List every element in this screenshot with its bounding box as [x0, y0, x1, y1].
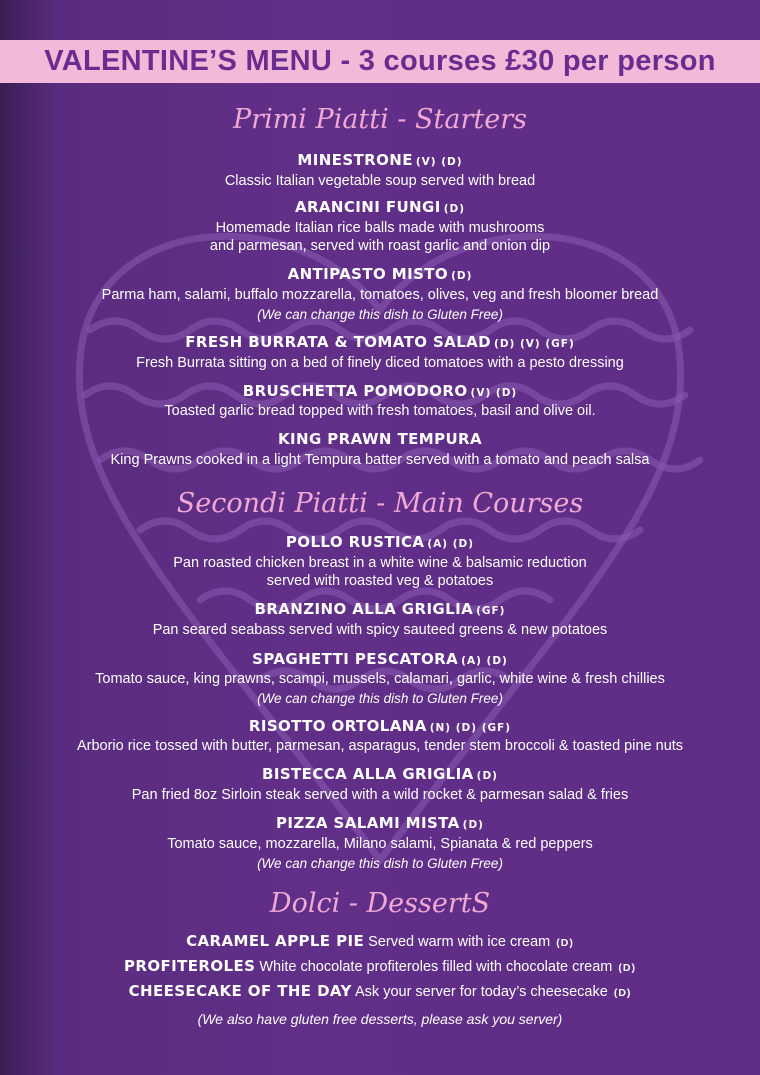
dessert-name: CARAMEL APPLE PIE [186, 932, 365, 950]
dessert-description: White chocolate profiteroles filled with chocolate cream [259, 959, 613, 975]
dessert-item [0, 957, 760, 975]
gluten-free-note: (We can change this dish to Gluten Free) [257, 691, 503, 706]
dietary-tags: (V) (D) [470, 387, 518, 399]
dessert-name: PROFITEROLES [124, 957, 256, 975]
menu-item-description: Pan seared seabass served with spicy sauteed greens & new potatoes [152, 622, 608, 638]
dessert-gluten-free-note: (We also have gluten free desserts, please ask you server) [197, 1011, 563, 1027]
menu-title: VALENTINE’S MENU - 3 courses £30 per person [44, 45, 716, 77]
starters-heading: Primi Piatti - Starters [233, 104, 527, 135]
dietary-tags: (A) (D) [427, 538, 475, 550]
item-name-text: PIZZA SALAMI MISTA [276, 814, 460, 832]
menu-item-name [0, 151, 760, 169]
desserts-heading: Dolci - DessertS [269, 888, 491, 919]
dietary-tags: (D) [618, 962, 636, 974]
menu-item-name [0, 382, 760, 400]
menu-item-name [0, 265, 760, 283]
dietary-tags: (D) [443, 203, 466, 215]
menu-item-description: Pan roasted chicken breast in a white wine & balsamic reduction [173, 555, 587, 571]
menu-item-description: Arborio rice tossed with butter, parmesan, asparagus, tender stem broccoli & toasted pine nuts [76, 738, 684, 754]
item-name-text: SPAGHETTI PESCATORA [252, 650, 459, 668]
menu-item-description: Pan fried 8oz Sirloin steak served with a wild rocket & parmesan salad & fries [131, 787, 629, 803]
menu-item-name [0, 430, 760, 448]
menu-item-description: Parma ham, salami, buffalo mozzarella, tomatoes, olives, veg and fresh bloomer bread [101, 287, 659, 303]
dietary-tags: (D) [613, 987, 632, 999]
item-name-text: BISTECCA ALLA GRIGLIA [262, 765, 474, 783]
menu-item-description: Tomato sauce, mozzarella, Milano salami, Spianata & red peppers [167, 836, 593, 852]
menu-item-description: Tomato sauce, king prawns, scampi, mussels, calamari, garlic, white wine & fresh chillies [95, 671, 665, 687]
dietary-tags: (V) (D) [415, 156, 463, 168]
dessert-item [0, 932, 760, 950]
menu-item-name [0, 600, 760, 618]
menu-item-name [0, 765, 760, 783]
menu-item-description: Toasted garlic bread topped with fresh tomatoes, basil and olive oil. [164, 403, 596, 419]
item-name-text: ARANCINI FUNGI [294, 198, 441, 216]
menu-item-name [0, 814, 760, 832]
menu-item-description: King Prawns cooked in a light Tempura batter served with a tomato and peach salsa [110, 452, 650, 468]
dietary-tags: (D) [556, 937, 574, 949]
dietary-tags: (D) (V) (GF) [494, 338, 575, 350]
dietary-tags: (D) [451, 270, 473, 282]
menu-item-description: served with roasted veg & potatoes [266, 573, 494, 589]
dessert-item [0, 982, 760, 1000]
dessert-description: Ask your server for today’s cheesecake [355, 984, 608, 1000]
mains-heading: Secondi Piatti - Main Courses [176, 488, 584, 519]
item-name-text: BRUSCHETTA POMODORO [242, 382, 468, 400]
menu-item-name [0, 650, 760, 668]
item-name-text: KING PRAWN TEMPURA [277, 430, 483, 448]
menu-item-description: Fresh Burrata sitting on a bed of finely diced tomatoes with a pesto dressing [136, 355, 624, 371]
dietary-tags: (D) [476, 770, 498, 782]
gluten-free-note: (We can change this dish to Gluten Free) [257, 856, 503, 871]
dietary-tags: (N) (D) (GF) [429, 722, 512, 734]
item-name-text: RISOTTO ORTOLANA [248, 717, 427, 735]
item-name-text: ANTIPASTO MISTO [287, 265, 449, 283]
item-name-text: FRESH BURRATA & TOMATO SALAD [185, 333, 492, 351]
gluten-free-note: (We can change this dish to Gluten Free) [257, 307, 503, 322]
menu-item-description: and parmesan, served with roast garlic and onion dip [209, 238, 551, 254]
item-name-text: POLLO RUSTICA [285, 533, 425, 551]
menu-item-description: Classic Italian vegetable soup served with bread [224, 173, 536, 189]
item-name-text: BRANZINO ALLA GRIGLIA [254, 600, 474, 618]
dietary-tags: (A) (D) [461, 655, 508, 667]
dessert-name: CHEESECAKE OF THE DAY [128, 982, 352, 1000]
dessert-description: Served warm with ice cream [368, 934, 551, 950]
price-banner [0, 40, 760, 83]
menu-item-description: Homemade Italian rice balls made with mushrooms [215, 220, 545, 236]
menu-item-name [0, 333, 760, 351]
item-name-text: MINESTRONE [297, 151, 413, 169]
menu-item-name [0, 198, 760, 216]
menu-item-name [0, 717, 760, 735]
dietary-tags: (GF) [476, 605, 506, 617]
dietary-tags: (D) [462, 819, 484, 831]
menu-item-name [0, 533, 760, 551]
